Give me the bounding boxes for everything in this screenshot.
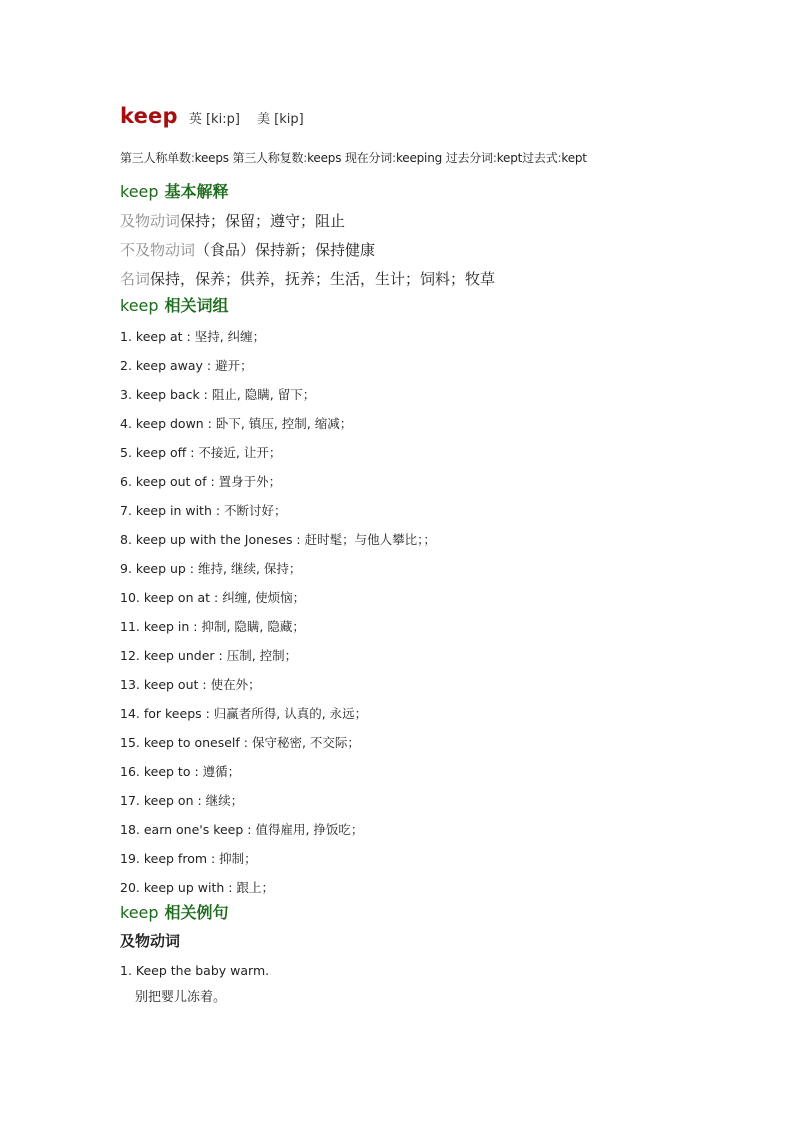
phrase-item: 16. keep to : 遵循； — [120, 764, 241, 779]
part-of-speech: 及物动词 — [120, 212, 181, 230]
headword: keep — [120, 104, 178, 128]
section-word: keep — [120, 296, 159, 315]
phrase-item: 20. keep up with : 跟上； — [120, 880, 274, 895]
phrase-item: 2. keep away : 避开； — [120, 358, 253, 373]
phrase-item: 4. keep down : 卧下, 镇压, 控制, 缩减； — [120, 416, 353, 431]
phrase-item: 12. keep under : 压制, 控制； — [120, 648, 298, 663]
section-basic-heading — [120, 179, 229, 202]
part-of-speech: 名词 — [120, 270, 151, 288]
form-label: 第三人称单数 — [120, 151, 191, 165]
phrase-item: 8. keep up with the Joneses : 赶时髦；与他人攀比；； — [120, 532, 436, 547]
definition-text: 保持；保留；遵守；阻止 — [180, 212, 346, 230]
section-title: 相关例句 — [164, 903, 229, 922]
form-label: 现在分词 — [344, 151, 393, 165]
section-word: keep — [120, 903, 159, 922]
section-word: keep — [120, 182, 159, 201]
form-label: 过去式 — [522, 151, 558, 165]
form-value: keeping — [395, 151, 443, 165]
phrase-item: 10. keep on at : 纠缠, 使烦恼； — [120, 590, 306, 605]
section-title: 基本解释 — [164, 182, 229, 201]
word-forms: 第三人称单数:keeps 第三人称复数:keeps 现在分词:keeping 过去分词:kept过去式:kept — [120, 151, 587, 165]
example-sentence-zh: 别把婴儿冻着。 — [135, 990, 227, 1005]
form-value: kept — [496, 151, 523, 165]
phrase-item: 11. keep in : 抑制, 隐瞒, 隐藏； — [120, 619, 305, 634]
phrase-item: 3. keep back : 阻止, 隐瞒, 留下； — [120, 387, 316, 402]
uk-phonetic: [ki:p] — [205, 112, 240, 127]
uk-pronunciation — [189, 112, 240, 127]
phrase-item: 17. keep on : 继续； — [120, 793, 244, 808]
definition-vt — [120, 210, 345, 231]
form-label: 过去分词 — [445, 151, 493, 165]
examples-pos-heading: 及物动词 — [120, 932, 181, 950]
phrase-item: 18. earn one's keep : 值得雇用, 挣饭吃； — [120, 822, 364, 837]
phrase-item: 6. keep out of : 置身于外； — [120, 474, 282, 489]
part-of-speech: 不及物动词 — [120, 241, 196, 259]
form-value: keeps — [194, 151, 229, 165]
entry-headline — [120, 104, 304, 128]
form-value: kept — [561, 151, 587, 165]
phrase-item: 9. keep up : 维持, 继续, 保持； — [120, 561, 302, 576]
us-pronunciation — [257, 112, 304, 127]
phrase-item: 1. keep at : 坚持, 纠缠； — [120, 329, 266, 344]
phrase-item: 19. keep from : 抑制； — [120, 851, 257, 866]
phrase-item: 7. keep in with : 不断讨好； — [120, 503, 287, 518]
form-value: keeps — [307, 151, 342, 165]
phrase-item: 13. keep out : 使在外； — [120, 677, 261, 692]
definition-vi — [120, 239, 375, 260]
phrase-item: 14. for keeps : 归赢者所得, 认真的, 永远； — [120, 706, 368, 721]
section-phrases-heading — [120, 293, 229, 316]
us-label: 美 — [257, 112, 271, 127]
definition-noun — [120, 268, 495, 289]
section-title: 相关词组 — [164, 296, 229, 315]
definition-text: （食品）保持新；保持健康 — [195, 241, 376, 259]
us-phonetic: [kip] — [274, 112, 304, 127]
example-sentence-en: 1. Keep the baby warm. — [120, 963, 270, 978]
uk-label: 英 — [188, 112, 202, 127]
phrase-item: 15. keep to oneself : 保守秘密, 不交际； — [120, 735, 360, 750]
phrase-item: 5. keep off : 不接近, 让开； — [120, 445, 282, 460]
definition-text: 保持，保养；供养，抚养；生活，生计；饲料；牧草 — [150, 270, 496, 288]
section-examples-heading — [120, 900, 229, 923]
form-label: 第三人称复数 — [232, 151, 304, 165]
